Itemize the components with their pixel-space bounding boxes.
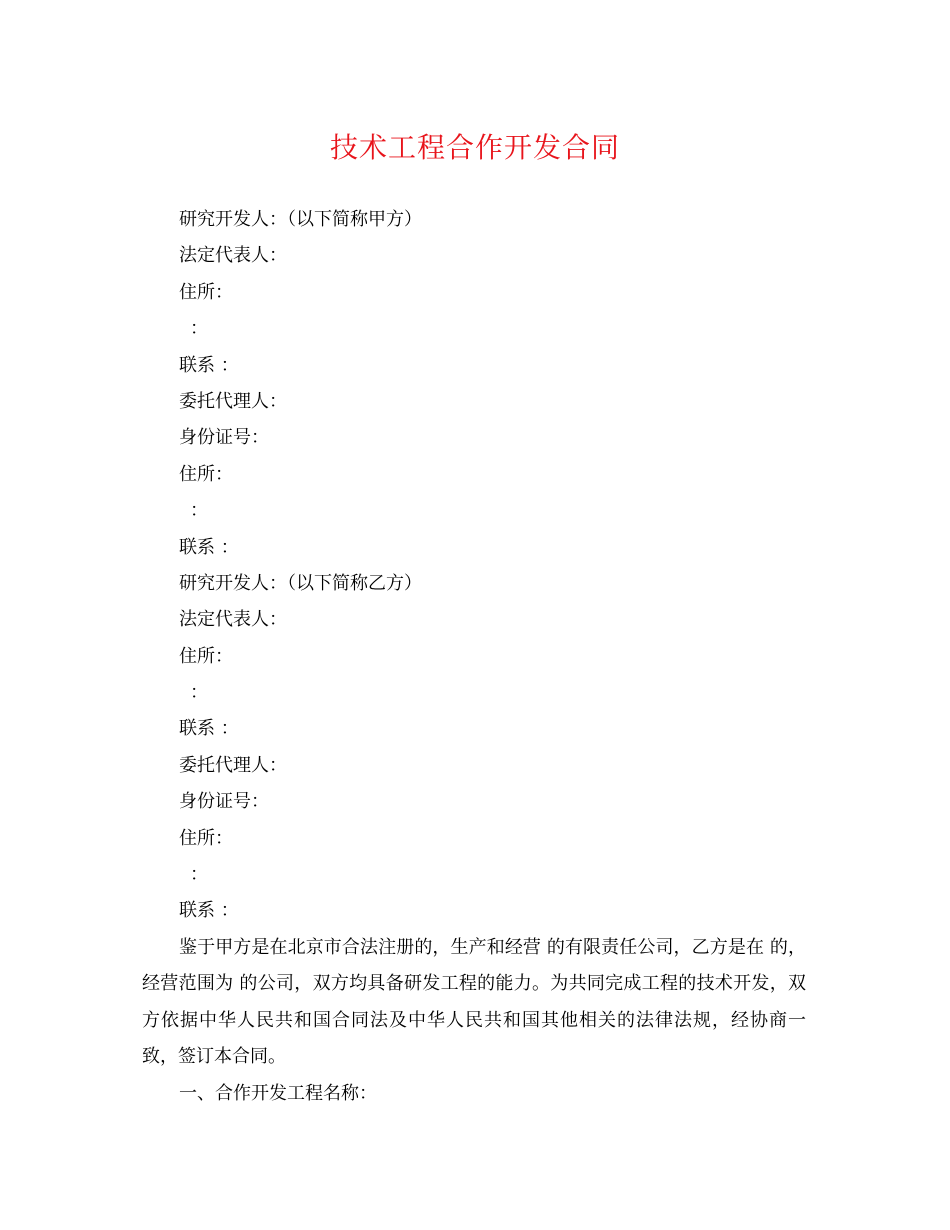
party-b-contact-field: 联系 ： [179, 718, 239, 740]
document-title: 技术工程合作开发合同 [329, 131, 620, 164]
party-a-legal-representative-field: 法定代表人： [179, 245, 287, 267]
party-a-agent-field: 委托代理人： [179, 390, 287, 412]
party-b-blank-field: ： [190, 682, 208, 704]
party-b-legal-representative-field: 法定代表人： [179, 609, 287, 631]
party-fields [179, 202, 819, 930]
party-a-developer-field: 研究开发人：（以下简称甲方） [179, 209, 422, 230]
party-a-agent-id-field: 身份证号： [179, 427, 269, 449]
party-b-developer-field: 研究开发人：（以下简称乙方） [179, 572, 422, 594]
party-a-agent-contact-field: 联系 ： [179, 536, 239, 558]
party-b-agent-address-field: 住所： [179, 827, 233, 849]
contract-body [142, 930, 806, 1112]
party-a-contact-field: 联系 ： [179, 354, 239, 376]
party-b-agent-field: 委托代理人： [179, 754, 287, 776]
party-b-agent-blank-field: ： [190, 864, 208, 886]
preamble-paragraph: 鉴于甲方是在北京市合法注册的，生产和经营 的有限责任公司，乙方是在 的，经营范围为 的公司，双方均具备研发工程的能力。为共同完成工程的技术开发，双方依据中华人民共和国合同法及中华人民共和国其他相关的法律法规，经协商一致，签订本合同。 [142, 937, 806, 1068]
party-a-blank-field: ： [190, 318, 208, 340]
party-a-agent-address-field: 住所： [179, 463, 233, 485]
party-a-agent-blank-field: ： [190, 500, 208, 522]
party-a-address-field: 住所： [179, 281, 233, 303]
party-b-address-field: 住所： [179, 645, 233, 667]
party-b-agent-contact-field: 联系 ： [179, 900, 239, 922]
section-one-heading: 一、合作开发工程名称： [179, 1082, 377, 1104]
party-b-agent-id-field: 身份证号： [179, 791, 269, 813]
